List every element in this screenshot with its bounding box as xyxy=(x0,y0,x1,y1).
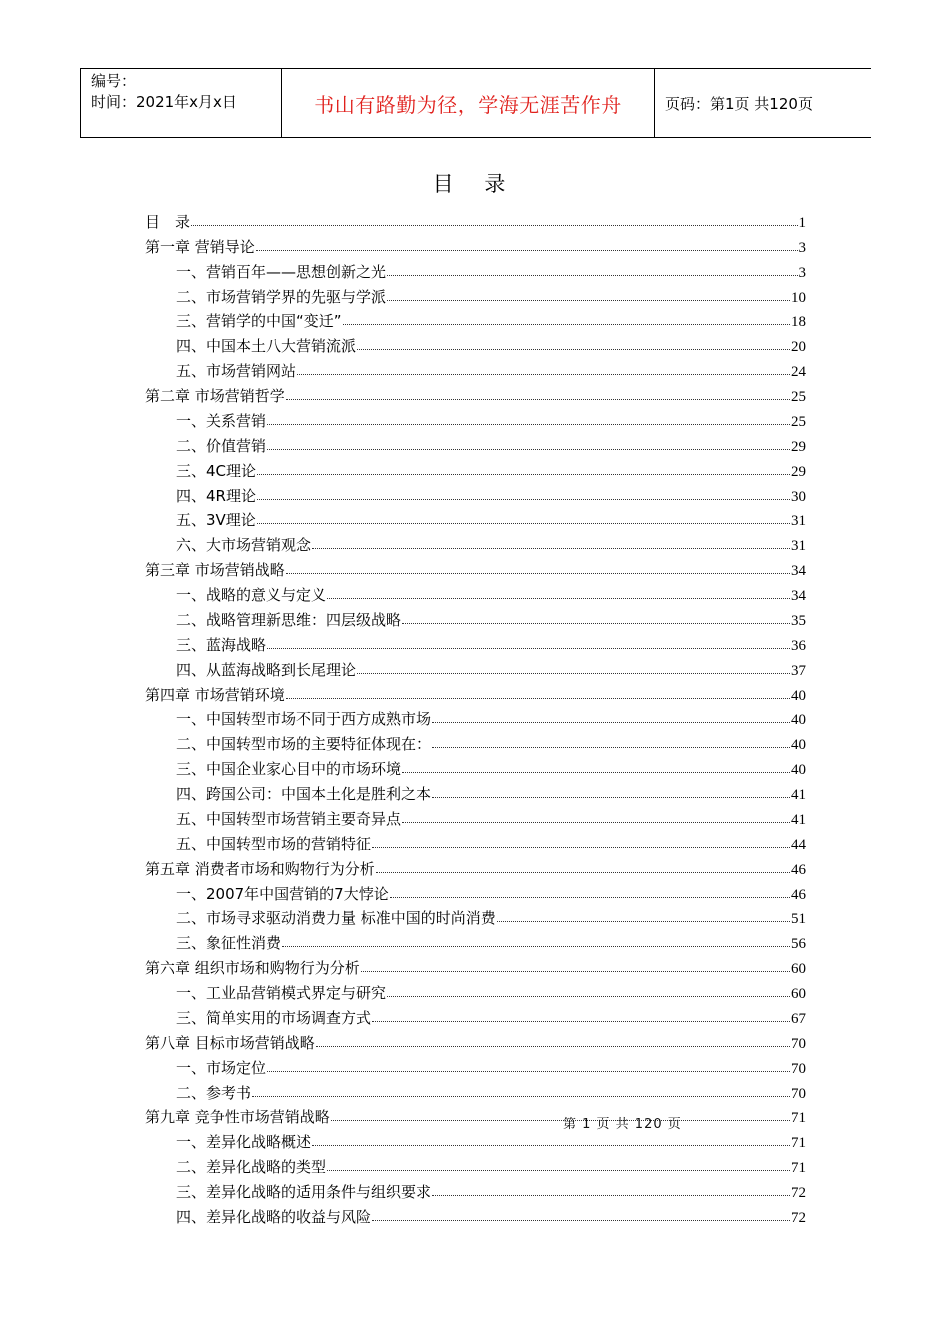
toc-entry-label: 一、战略的意义与定义 xyxy=(176,586,327,604)
toc-page-number: 34 xyxy=(791,588,806,604)
toc-entry-label: 目 录 xyxy=(145,212,191,231)
toc-entry-label: 四、中国本土八大营销流派 xyxy=(176,337,357,356)
toc-entry-label: 第六章 组织市场和购物行为分析 xyxy=(145,959,360,978)
toc-page-number: 35 xyxy=(791,612,806,629)
toc-page-number: 67 xyxy=(791,1010,806,1027)
toc-chapter-entry[interactable] xyxy=(145,207,806,232)
toc-entry-label: 一、2007年中国营销的7大悖论 xyxy=(176,884,389,903)
toc-leader-dots xyxy=(402,822,790,823)
toc-page-number: 10 xyxy=(791,289,806,306)
toc-leader-dots xyxy=(387,300,790,301)
page-header xyxy=(80,68,871,138)
toc-page-number: 70 xyxy=(791,1085,806,1102)
toc-leader-dots xyxy=(257,499,790,500)
toc-page-number: 71 xyxy=(791,1160,806,1177)
toc-chapter-entry[interactable] xyxy=(145,1103,806,1128)
toc-page-number: 3 xyxy=(798,264,806,281)
page-footer: 第 1 页 共 120 页 xyxy=(563,1117,682,1132)
toc-entry-label: 三、中国企业家心目中的市场环境 xyxy=(176,760,402,779)
toc-entry-label: 五、中国转型市场的营销特征 xyxy=(176,834,372,853)
toc-page-number: 71 xyxy=(791,1110,806,1127)
toc-entry-label: 二、战略管理新思维：四层级战略 xyxy=(176,610,402,629)
toc-page-number: 40 xyxy=(791,712,806,729)
toc-entry-label: 五、中国转型市场营销主要奇异点 xyxy=(176,809,402,828)
toc-page-number: 41 xyxy=(791,787,806,803)
toc-leader-dots xyxy=(267,449,790,450)
toc-entry-label: 五、3V理论 xyxy=(176,511,256,530)
toc-section-entry[interactable] xyxy=(145,282,806,307)
toc-entry-label: 一、工业品营销模式界定与研究 xyxy=(176,984,387,1002)
toc-leader-dots xyxy=(402,772,790,773)
page-info: 页码：第1页 共120页 xyxy=(665,94,813,113)
toc-section-entry[interactable] xyxy=(145,1127,806,1152)
toc-section-entry[interactable] xyxy=(145,978,806,1003)
toc-leader-dots xyxy=(372,847,790,848)
toc-page-number: 70 xyxy=(791,1035,806,1052)
toc-section-entry[interactable] xyxy=(145,705,806,730)
toc-leader-dots xyxy=(267,648,790,649)
toc-leader-dots xyxy=(402,623,790,624)
toc-page-number: 29 xyxy=(791,438,806,455)
toc-page-number: 40 xyxy=(791,687,806,704)
toc-section-entry[interactable] xyxy=(145,879,806,904)
toc-section-entry[interactable] xyxy=(145,754,806,779)
toc-leader-dots xyxy=(376,872,790,873)
toc-entry-label: 四、差异化战略的收益与风险 xyxy=(176,1207,372,1226)
toc-leader-dots xyxy=(252,1096,790,1097)
toc-section-entry[interactable] xyxy=(145,630,806,655)
toc-page-number: 60 xyxy=(791,986,806,1002)
toc-entry-label: 三、蓝海战略 xyxy=(176,635,267,654)
toc-section-entry[interactable] xyxy=(145,481,806,506)
toc-chapter-entry[interactable] xyxy=(145,1028,806,1053)
toc-page-number: 3 xyxy=(798,239,806,256)
toc-page-number: 72 xyxy=(791,1209,806,1226)
header-motto-cell xyxy=(282,69,655,137)
toc-chapter-entry[interactable] xyxy=(145,555,806,580)
toc-page-number: 30 xyxy=(791,488,806,505)
toc-section-entry[interactable] xyxy=(145,431,806,456)
toc-leader-dots xyxy=(256,250,798,251)
toc-page-number: 24 xyxy=(791,364,806,381)
toc-page-number: 46 xyxy=(791,861,806,878)
toc-section-entry[interactable] xyxy=(145,605,806,630)
toc-entry-label: 第九章 竞争性市场营销战略 xyxy=(145,1108,330,1127)
toc-entry-label: 二、参考书 xyxy=(176,1083,252,1102)
toc-leader-dots xyxy=(286,399,790,400)
toc-section-entry[interactable] xyxy=(145,1152,806,1177)
toc-entry-label: 三、象征性消费 xyxy=(176,934,282,953)
toc-entry-label: 第四章 市场营销环境 xyxy=(145,685,285,704)
toc-leader-dots xyxy=(267,1071,790,1072)
toc-entry-label: 一、差异化战略概述 xyxy=(176,1133,312,1152)
toc-page-number: 18 xyxy=(791,314,806,331)
toc-page-number: 34 xyxy=(791,563,806,580)
toc-leader-dots xyxy=(387,996,790,997)
toc-section-entry[interactable] xyxy=(145,406,806,431)
toc-entry-label: 二、中国转型市场的主要特征体现在： xyxy=(176,735,432,754)
toc-leader-dots xyxy=(432,797,790,798)
toc-leader-dots xyxy=(312,1145,790,1146)
toc-entry-label: 第二章 市场营销哲学 xyxy=(145,387,285,405)
toc-section-entry[interactable] xyxy=(145,1078,806,1103)
toc-entry-label: 一、市场定位 xyxy=(176,1058,267,1077)
toc-section-entry[interactable] xyxy=(145,506,806,531)
toc-leader-dots xyxy=(357,673,790,674)
toc-entry-label: 二、市场寻求驱动消费力量 标准中国的时尚消费 xyxy=(176,909,496,928)
toc-entry-label: 三、4C理论 xyxy=(176,461,257,480)
toc-entry-label: 一、营销百年——思想创新之光 xyxy=(176,262,387,281)
toc-entry-label: 三、简单实用的市场调查方式 xyxy=(176,1008,372,1027)
toc-entry-label: 五、市场营销网站 xyxy=(176,362,297,381)
toc-page-number: 60 xyxy=(791,961,806,978)
toc-entry-label: 第八章 目标市场营销战略 xyxy=(145,1033,315,1052)
toc-leader-dots xyxy=(267,424,790,425)
toc-page-number: 72 xyxy=(791,1185,806,1201)
toc-leader-dots xyxy=(432,1195,790,1196)
table-of-contents xyxy=(145,207,806,1227)
toc-leader-dots xyxy=(390,897,790,898)
toc-entry-label: 一、关系营销 xyxy=(176,411,267,430)
toc-entry-label: 第一章 营销导论 xyxy=(145,237,255,256)
toc-page-number: 25 xyxy=(791,413,806,430)
toc-page-number: 40 xyxy=(791,737,806,754)
toc-page-number: 46 xyxy=(791,886,806,903)
toc-section-entry[interactable] xyxy=(145,580,806,605)
toc-leader-dots xyxy=(372,1220,790,1221)
toc-page-number: 36 xyxy=(791,637,806,654)
toc-section-entry[interactable] xyxy=(145,257,806,282)
toc-leader-dots xyxy=(191,225,797,226)
motto-text: 书山有路勤为径，学海无涯苦作舟 xyxy=(314,92,622,117)
header-page-cell xyxy=(655,69,871,137)
toc-page-number: 41 xyxy=(791,811,806,828)
toc-page-number: 37 xyxy=(791,662,806,679)
toc-page-number: 51 xyxy=(791,911,806,928)
toc-leader-dots xyxy=(327,1170,790,1171)
toc-leader-dots xyxy=(432,747,790,748)
toc-entry-label: 第五章 消费者市场和购物行为分析 xyxy=(145,859,375,878)
toc-section-entry[interactable] xyxy=(145,1003,806,1028)
toc-chapter-entry[interactable] xyxy=(145,680,806,705)
toc-section-entry[interactable] xyxy=(145,456,806,481)
toc-page-number: 31 xyxy=(791,513,806,530)
toc-leader-dots xyxy=(257,523,790,524)
toc-section-entry[interactable] xyxy=(145,1202,806,1227)
toc-leader-dots xyxy=(372,1021,790,1022)
toc-page-number: 56 xyxy=(791,936,806,953)
toc-page-number: 29 xyxy=(791,463,806,480)
toc-section-entry[interactable] xyxy=(145,356,806,381)
toc-section-entry[interactable] xyxy=(145,804,806,829)
toc-section-entry[interactable] xyxy=(145,530,806,555)
toc-page-number: 20 xyxy=(791,339,806,356)
toc-leader-dots xyxy=(361,971,790,972)
toc-leader-dots xyxy=(497,921,790,922)
toc-leader-dots xyxy=(286,573,790,574)
toc-entry-label: 四、跨国公司：中国本土化是胜利之本 xyxy=(176,785,432,803)
toc-section-entry[interactable] xyxy=(145,729,806,754)
toc-page-number: 71 xyxy=(791,1135,806,1152)
toc-leader-dots xyxy=(316,1046,790,1047)
toc-entry-label: 四、从蓝海战略到长尾理论 xyxy=(176,660,357,679)
toc-page-number: 70 xyxy=(791,1060,806,1077)
toc-page-number: 31 xyxy=(791,538,806,555)
toc-page-number: 1 xyxy=(798,214,806,231)
toc-section-entry[interactable] xyxy=(145,307,806,332)
toc-page-number: 25 xyxy=(791,389,806,405)
toc-chapter-entry[interactable] xyxy=(145,854,806,879)
toc-entry-label: 一、中国转型市场不同于西方成熟市场 xyxy=(176,710,432,729)
toc-leader-dots xyxy=(257,474,790,475)
toc-page-number: 44 xyxy=(791,836,806,853)
toc-leader-dots xyxy=(312,548,790,549)
toc-chapter-entry[interactable] xyxy=(145,232,806,257)
number-label: 编号： xyxy=(91,72,137,90)
toc-leader-dots xyxy=(327,598,790,599)
document-title: 目 录 xyxy=(432,172,518,196)
toc-leader-dots xyxy=(387,275,797,276)
toc-entry-label: 二、差异化战略的类型 xyxy=(176,1158,327,1177)
toc-entry-label: 三、营销学的中国“变迁” xyxy=(176,312,342,331)
toc-section-entry[interactable] xyxy=(145,829,806,854)
toc-chapter-entry[interactable] xyxy=(145,953,806,978)
toc-section-entry[interactable] xyxy=(145,779,806,804)
toc-section-entry[interactable] xyxy=(145,1053,806,1078)
toc-page-number: 40 xyxy=(791,762,806,779)
toc-section-entry[interactable] xyxy=(145,904,806,929)
toc-entry-label: 第三章 市场营销战略 xyxy=(145,561,285,580)
toc-leader-dots xyxy=(357,349,790,350)
toc-leader-dots xyxy=(282,946,790,947)
toc-entry-label: 二、价值营销 xyxy=(176,436,267,455)
toc-entry-label: 六、大市场营销观念 xyxy=(176,536,312,555)
toc-leader-dots xyxy=(331,1120,790,1121)
toc-entry-label: 四、4R理论 xyxy=(176,486,256,505)
time-label: 时间：2021年x月x日 xyxy=(91,93,237,111)
toc-chapter-entry[interactable] xyxy=(145,381,806,406)
toc-leader-dots xyxy=(297,374,790,375)
header-meta-cell xyxy=(81,69,282,137)
toc-section-entry[interactable] xyxy=(145,331,806,356)
toc-leader-dots xyxy=(286,698,790,699)
toc-section-entry[interactable] xyxy=(145,655,806,680)
toc-entry-label: 二、市场营销学界的先驱与学派 xyxy=(176,287,387,306)
toc-section-entry[interactable] xyxy=(145,1177,806,1202)
toc-leader-dots xyxy=(343,324,790,325)
toc-entry-label: 三、差异化战略的适用条件与组织要求 xyxy=(176,1183,432,1201)
toc-section-entry[interactable] xyxy=(145,928,806,953)
toc-leader-dots xyxy=(432,722,790,723)
